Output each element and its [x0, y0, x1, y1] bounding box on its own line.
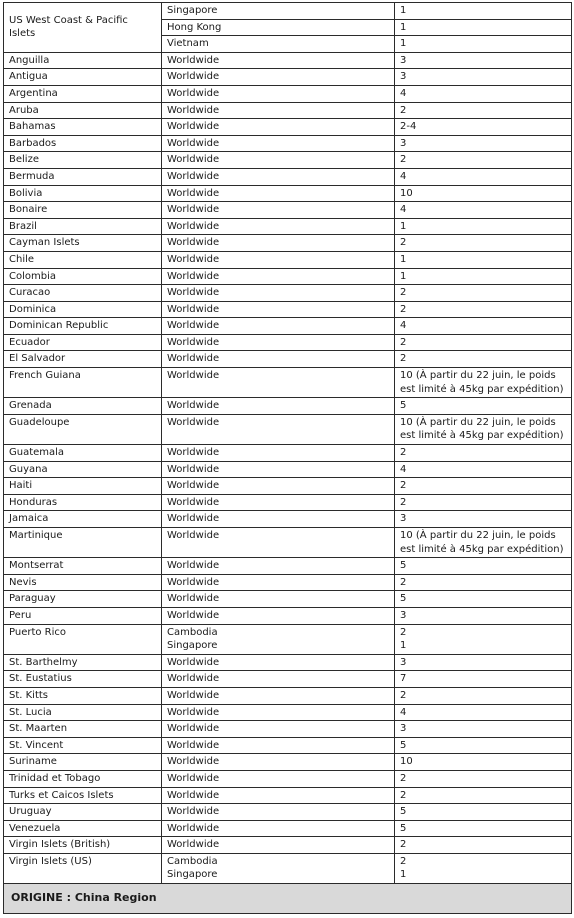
destination-value: Worldwide [167, 806, 220, 818]
destination-cell [162, 787, 395, 804]
transit-days-cell: 1 [395, 19, 572, 36]
table-row [4, 461, 572, 478]
transit-days-value: 2 [400, 772, 407, 784]
transit-days-cell [395, 268, 572, 285]
origin-cell: Paraguay [4, 591, 162, 608]
transit-days-value: 2 [400, 104, 407, 116]
table-row [4, 837, 572, 854]
destination-cell: Singapore [162, 3, 395, 20]
table-row [4, 168, 572, 185]
origin-cell: Suriname [4, 754, 162, 771]
transit-days-value: 4 [400, 170, 407, 182]
destination-cell [162, 671, 395, 688]
transit-days-cell [395, 687, 572, 704]
origin-cell: Venezuela [4, 820, 162, 837]
origin-cell: Guyana [4, 461, 162, 478]
destination-cell [162, 152, 395, 169]
origin-cell: Bahamas [4, 119, 162, 136]
destination-value: Worldwide [167, 513, 220, 525]
destination-cell [162, 528, 395, 558]
origin-cell: Chile [4, 251, 162, 268]
table-row [4, 528, 572, 558]
transit-days-cell [395, 398, 572, 415]
destination-value: Worldwide [167, 54, 220, 66]
origin-cell: Jamaica [4, 511, 162, 528]
destination-cell [162, 52, 395, 69]
table-row [4, 135, 572, 152]
destination-cell [162, 218, 395, 235]
destination-cell [162, 135, 395, 152]
table-row [4, 687, 572, 704]
transit-days-cell [395, 351, 572, 368]
transit-days-cell [395, 737, 572, 754]
table-row [4, 69, 572, 86]
table-row [4, 853, 572, 883]
transit-days-value: 2 [400, 496, 407, 508]
transit-days-cell [395, 85, 572, 102]
origin-cell: Nevis [4, 574, 162, 591]
table-row [4, 511, 572, 528]
transit-days-value: 1 [400, 270, 407, 282]
destination-cell [162, 654, 395, 671]
origin-cell: Brazil [4, 218, 162, 235]
transit-days-cell [395, 168, 572, 185]
transit-days-cell [395, 671, 572, 688]
transit-days-cell [395, 511, 572, 528]
destination-value: Worldwide [167, 303, 220, 315]
destination-value: Worldwide [167, 723, 220, 735]
destination-value: Worldwide [167, 772, 220, 784]
destination-cell [162, 268, 395, 285]
transit-days-cell [395, 318, 572, 335]
destination-value: Worldwide [167, 609, 220, 621]
table-row [4, 285, 572, 302]
transit-days-cell [395, 135, 572, 152]
transit-days-cell [395, 461, 572, 478]
destination-value: Worldwide [167, 756, 220, 768]
destination-cell [162, 414, 395, 444]
transit-days-value: 4 [400, 320, 407, 332]
destination-cell [162, 591, 395, 608]
table-row [4, 770, 572, 787]
destination-cell: Hong Kong [162, 19, 395, 36]
table-row [4, 558, 572, 575]
destination-value: Worldwide [167, 253, 220, 265]
destination-cell [162, 687, 395, 704]
destination-cell [162, 804, 395, 821]
transit-days-value: 5 [400, 400, 407, 412]
table-row [4, 351, 572, 368]
origin-cell: Grenada [4, 398, 162, 415]
destination-cell [162, 168, 395, 185]
transit-days-cell [395, 202, 572, 219]
destination-cell [162, 445, 395, 462]
transit-days-value: 2 [400, 287, 407, 299]
transit-days-cell [395, 528, 572, 558]
table-row [4, 624, 572, 654]
destination-value: Worldwide [167, 560, 220, 572]
origin-cell: Colombia [4, 268, 162, 285]
transit-days-cell [395, 301, 572, 318]
transit-days-cell [395, 69, 572, 86]
origin-cell: Argentina [4, 85, 162, 102]
origin-cell: Turks et Caicos Islets [4, 787, 162, 804]
transit-days-value: 2 [400, 855, 407, 867]
destination-cell [162, 334, 395, 351]
transit-days-cell [395, 558, 572, 575]
table-row [4, 804, 572, 821]
transit-days-value: 10 (À partir du 22 juin, le poids est limité à 45kg par expédition) [400, 370, 564, 395]
origin-cell: Bermuda [4, 168, 162, 185]
transit-days-value: 2 [400, 789, 407, 801]
destination-cell [162, 624, 395, 654]
transit-days-cell [395, 770, 572, 787]
origin-cell: Belize [4, 152, 162, 169]
origin-cell: Ecuador [4, 334, 162, 351]
destination-value: Worldwide [167, 496, 220, 508]
destination-cell [162, 511, 395, 528]
transit-days-cell [395, 704, 572, 721]
destination-value: Worldwide [167, 137, 220, 149]
transit-days-cell [395, 52, 572, 69]
transit-days-cell [395, 654, 572, 671]
transit-days-value: 2 [400, 447, 407, 459]
destination-cell [162, 285, 395, 302]
transit-days-cell [395, 787, 572, 804]
table-row [4, 318, 572, 335]
transit-days-value: 3 [400, 609, 407, 621]
transit-days-cell: 1 [395, 3, 572, 20]
transit-days-value: 4 [400, 204, 407, 216]
transit-days-cell [395, 285, 572, 302]
destination-value: Worldwide [167, 480, 220, 492]
section-header-origin-china: ORIGINE : China Region [4, 884, 572, 914]
origin-cell: St. Barthelmy [4, 654, 162, 671]
destination-value: Worldwide [167, 822, 220, 834]
table-row [4, 607, 572, 624]
transit-days-cell [395, 251, 572, 268]
origin-cell: Honduras [4, 494, 162, 511]
origin-cell: Aruba [4, 102, 162, 119]
destination-cell [162, 853, 395, 883]
transit-days-cell [395, 837, 572, 854]
transit-days-cell [395, 368, 572, 398]
transit-days-cell [395, 820, 572, 837]
destination-value: Worldwide [167, 353, 220, 365]
table-body [4, 3, 572, 884]
transit-days-cell [395, 754, 572, 771]
destination-value: Worldwide [167, 87, 220, 99]
transit-times-table [3, 2, 572, 914]
transit-days-cell [395, 445, 572, 462]
destination-value: Worldwide [167, 287, 220, 299]
table-row [4, 334, 572, 351]
table-row [4, 721, 572, 738]
destination-value: Worldwide [167, 673, 220, 685]
transit-days-cell: 1 [395, 36, 572, 53]
table-row [4, 398, 572, 415]
transit-days-value: 2 [400, 336, 407, 348]
transit-days-value: 3 [400, 71, 407, 83]
origin-cell: Dominican Republic [4, 318, 162, 335]
origin-cell: Virgin Islets (US) [4, 853, 162, 883]
transit-days-value: 2 [400, 576, 407, 588]
origin-cell: St. Kitts [4, 687, 162, 704]
destination-cell [162, 461, 395, 478]
table-row [4, 268, 572, 285]
destination-cell: Vietnam [162, 36, 395, 53]
transit-days-value: 3 [400, 513, 407, 525]
transit-days-value: 2 [400, 237, 407, 249]
destination-value: Worldwide [167, 71, 220, 83]
destination-value: Worldwide [167, 187, 220, 199]
destination-cell [162, 837, 395, 854]
table-row [4, 251, 572, 268]
destination-value: Worldwide [167, 237, 220, 249]
origin-cell: US West Coast & Pacific Islets [4, 3, 162, 53]
destination-cell [162, 202, 395, 219]
transit-days-value: 5 [400, 593, 407, 605]
destination-cell [162, 478, 395, 495]
origin-cell: Puerto Rico [4, 624, 162, 654]
destination-value: Worldwide [167, 170, 220, 182]
destination-cell [162, 558, 395, 575]
destination-cell [162, 721, 395, 738]
destination-value: Worldwide [167, 576, 220, 588]
table-row [4, 235, 572, 252]
destination-cell [162, 704, 395, 721]
destination-cell [162, 102, 395, 119]
table-row [4, 737, 572, 754]
destination-value: Worldwide [167, 530, 220, 541]
transit-days-value: 1 [400, 640, 407, 652]
origin-cell: Haiti [4, 478, 162, 495]
origin-cell: French Guiana [4, 368, 162, 398]
destination-value: Cambodia [167, 626, 218, 638]
transit-days-cell [395, 574, 572, 591]
destination-cell [162, 574, 395, 591]
transit-days-cell [395, 235, 572, 252]
destination-cell [162, 235, 395, 252]
origin-cell: Bolivia [4, 185, 162, 202]
transit-days-value: 2 [400, 154, 407, 166]
destination-cell [162, 494, 395, 511]
table-row [4, 754, 572, 771]
transit-days-value: 1 [400, 220, 407, 232]
transit-days-value: 10 [400, 187, 413, 199]
origin-cell: St. Maarten [4, 721, 162, 738]
destination-value: Worldwide [167, 789, 220, 801]
transit-days-cell [395, 218, 572, 235]
destination-cell [162, 301, 395, 318]
transit-days-cell [395, 102, 572, 119]
table-row [4, 654, 572, 671]
origin-cell: St. Vincent [4, 737, 162, 754]
destination-cell [162, 318, 395, 335]
destination-value: Worldwide [167, 320, 220, 332]
origin-cell: Uruguay [4, 804, 162, 821]
table-row [4, 102, 572, 119]
origin-cell: St. Eustatius [4, 671, 162, 688]
transit-days-value: 7 [400, 673, 407, 685]
transit-days-value: 10 (À partir du 22 juin, le poids est limité à 45kg par expédition) [400, 416, 564, 442]
transit-days-value: 1 [400, 869, 407, 881]
transit-days-value: 3 [400, 656, 407, 668]
transit-days-value: 2-4 [400, 121, 417, 133]
transit-days-value: 2 [400, 303, 407, 315]
origin-cell: Peru [4, 607, 162, 624]
destination-value: Worldwide [167, 689, 220, 701]
destination-value: Cambodia [167, 855, 218, 867]
transit-days-value: 5 [400, 822, 407, 834]
destination-value: Worldwide [167, 593, 220, 605]
destination-cell [162, 398, 395, 415]
transit-days-cell [395, 804, 572, 821]
origin-cell: Guatemala [4, 445, 162, 462]
table-row [4, 445, 572, 462]
origin-cell: Trinidad et Tobago [4, 770, 162, 787]
table-row [4, 185, 572, 202]
table-row [4, 704, 572, 721]
origin-cell: Curacao [4, 285, 162, 302]
table-row [4, 119, 572, 136]
transit-days-cell [395, 478, 572, 495]
table-row [4, 152, 572, 169]
destination-value: Worldwide [167, 400, 220, 412]
transit-days-value: 4 [400, 87, 407, 99]
table-row [4, 494, 572, 511]
table-row [4, 787, 572, 804]
origin-cell: Anguilla [4, 52, 162, 69]
transit-days-cell [395, 152, 572, 169]
destination-value: Worldwide [167, 739, 220, 751]
transit-days-cell [395, 721, 572, 738]
destination-cell [162, 820, 395, 837]
origin-cell: El Salvador [4, 351, 162, 368]
origin-cell: Bonaire [4, 202, 162, 219]
origin-cell: Antigua [4, 69, 162, 86]
table-row [4, 414, 572, 444]
origin-cell: Guadeloupe [4, 414, 162, 444]
destination-value: Worldwide [167, 656, 220, 668]
destination-value: Worldwide [167, 370, 220, 382]
transit-days-value: 5 [400, 739, 407, 751]
transit-days-value: 3 [400, 54, 407, 66]
destination-cell [162, 351, 395, 368]
transit-days-cell [395, 334, 572, 351]
destination-cell [162, 770, 395, 787]
destination-value: Worldwide [167, 706, 220, 718]
transit-days-cell [395, 185, 572, 202]
transit-days-cell [395, 853, 572, 883]
origin-cell: St. Lucia [4, 704, 162, 721]
transit-days-value: 4 [400, 463, 407, 475]
transit-days-cell [395, 414, 572, 444]
transit-days-value: 10 (À partir du 22 juin, le poids est limité à 45kg par expédition) [400, 530, 564, 555]
transit-days-value: 4 [400, 706, 407, 718]
table-row [4, 591, 572, 608]
transit-days-cell [395, 119, 572, 136]
origin-cell: Dominica [4, 301, 162, 318]
destination-cell [162, 368, 395, 398]
transit-days-cell [395, 624, 572, 654]
origin-cell: Martinique [4, 528, 162, 558]
transit-days-value: 2 [400, 480, 407, 492]
destination-value: Worldwide [167, 416, 220, 428]
table-row [4, 368, 572, 398]
transit-days-value: 2 [400, 626, 407, 638]
destination-cell [162, 119, 395, 136]
destination-value: Worldwide [167, 220, 220, 232]
destination-cell [162, 251, 395, 268]
transit-days-value: 10 [400, 756, 413, 768]
origin-cell: Montserrat [4, 558, 162, 575]
destination-value: Worldwide [167, 336, 220, 348]
destination-value: Singapore [167, 869, 218, 881]
table-row [4, 202, 572, 219]
table-row [4, 52, 572, 69]
destination-value: Worldwide [167, 104, 220, 116]
transit-days-value: 2 [400, 839, 407, 851]
table-row [4, 478, 572, 495]
destination-cell [162, 754, 395, 771]
origin-cell: Cayman Islets [4, 235, 162, 252]
table-row [4, 85, 572, 102]
table-row [4, 671, 572, 688]
destination-value: Worldwide [167, 463, 220, 475]
transit-days-value: 5 [400, 806, 407, 818]
transit-days-value: 3 [400, 137, 407, 149]
destination-value: Worldwide [167, 121, 220, 133]
origin-cell: Barbados [4, 135, 162, 152]
destination-cell [162, 69, 395, 86]
transit-days-cell [395, 591, 572, 608]
section-header-row [4, 884, 572, 914]
table-row [4, 301, 572, 318]
transit-days-value: 3 [400, 723, 407, 735]
origin-cell: Virgin Islets (British) [4, 837, 162, 854]
destination-value: Singapore [167, 640, 218, 652]
table-row [4, 574, 572, 591]
transit-days-value: 1 [400, 253, 407, 265]
destination-cell [162, 185, 395, 202]
destination-value: Worldwide [167, 154, 220, 166]
table-row [4, 3, 572, 20]
transit-days-value: 2 [400, 689, 407, 701]
transit-days-cell [395, 494, 572, 511]
destination-value: Worldwide [167, 447, 220, 459]
destination-value: Worldwide [167, 839, 220, 851]
transit-days-value: 5 [400, 560, 407, 572]
destination-value: Worldwide [167, 270, 220, 282]
table-row [4, 820, 572, 837]
transit-days-cell [395, 607, 572, 624]
destination-cell [162, 607, 395, 624]
destination-value: Worldwide [167, 204, 220, 216]
destination-cell [162, 85, 395, 102]
transit-days-value: 2 [400, 353, 407, 365]
table-row [4, 218, 572, 235]
destination-cell [162, 737, 395, 754]
